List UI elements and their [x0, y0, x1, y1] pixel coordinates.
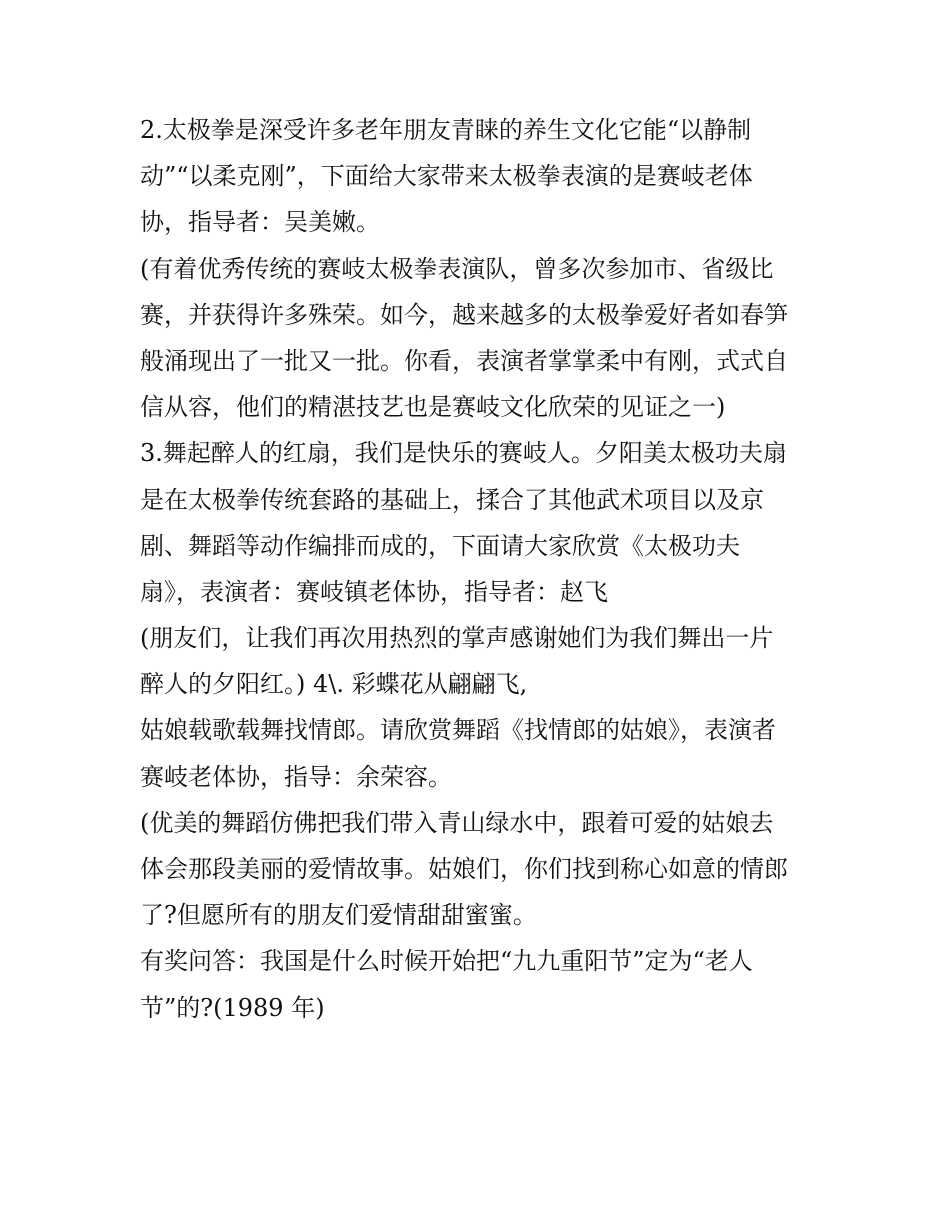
text-line: 醉人的夕阳红。) 4\. 彩蝶花从翩翩飞,: [140, 670, 528, 699]
text-line: 协，指导者：吴美嫩。: [140, 208, 380, 237]
text-line: 扇》，表演者：赛岐镇老体协，指导者：赵飞: [140, 577, 608, 606]
text-line: 信从容，他们的精湛技艺也是赛岐文化欣荣的见证之一): [140, 393, 726, 422]
text-line: 赛，并获得许多殊荣。如今，越来越多的太极拳爱好者如春笋: [140, 300, 788, 329]
text-line: 赛岐老体协，指导：余荣容。: [140, 762, 452, 791]
text-line: 3.舞起醉人的红扇，我们是快乐的赛岐人。夕阳美太极功夫扇: [140, 439, 787, 468]
text-line: 2.太极拳是深受许多老年朋友青睐的养生文化它能“以静制: [140, 116, 752, 144]
text-line: 剧、舞蹈等动作编排而成的，下面请大家欣赏《太极功夫: [140, 531, 740, 560]
text-line: 有奖问答：我国是什么时候开始把“九九重阳节”定为“老人: [140, 947, 753, 976]
text-line: (优美的舞蹈仿佛把我们带入青山绿水中，跟着可爱的姑娘去: [140, 808, 774, 837]
document-body: [140, 110, 830, 1034]
text-line: 动”“以柔克刚”，下面给大家带来太极拳表演的是赛岐老体: [140, 162, 753, 191]
text-line: 体会那段美丽的爱情故事。姑娘们，你们找到称心如意的情郎: [140, 855, 788, 883]
text-line: 般涌现出了一批又一批。你看，表演者掌掌柔中有刚，式式自: [140, 346, 788, 375]
text-line: 是在太极拳传统套路的基础上，揉合了其他武术项目以及京: [140, 485, 764, 514]
text-line: 姑娘载歌载舞找情郎。请欣赏舞蹈《找情郎的姑娘》，表演者: [140, 716, 776, 745]
text-line: 了?但愿所有的朋友们爱情甜甜蜜蜜。: [140, 901, 537, 930]
text-line: 节”的?(1989 年): [140, 993, 325, 1022]
text-line: (朋友们，让我们再次用热烈的掌声感谢她们为我们舞出一片: [140, 624, 774, 653]
text-line: (有着优秀传统的赛岐太极拳表演队，曾多次参加市、省级比: [140, 254, 774, 283]
